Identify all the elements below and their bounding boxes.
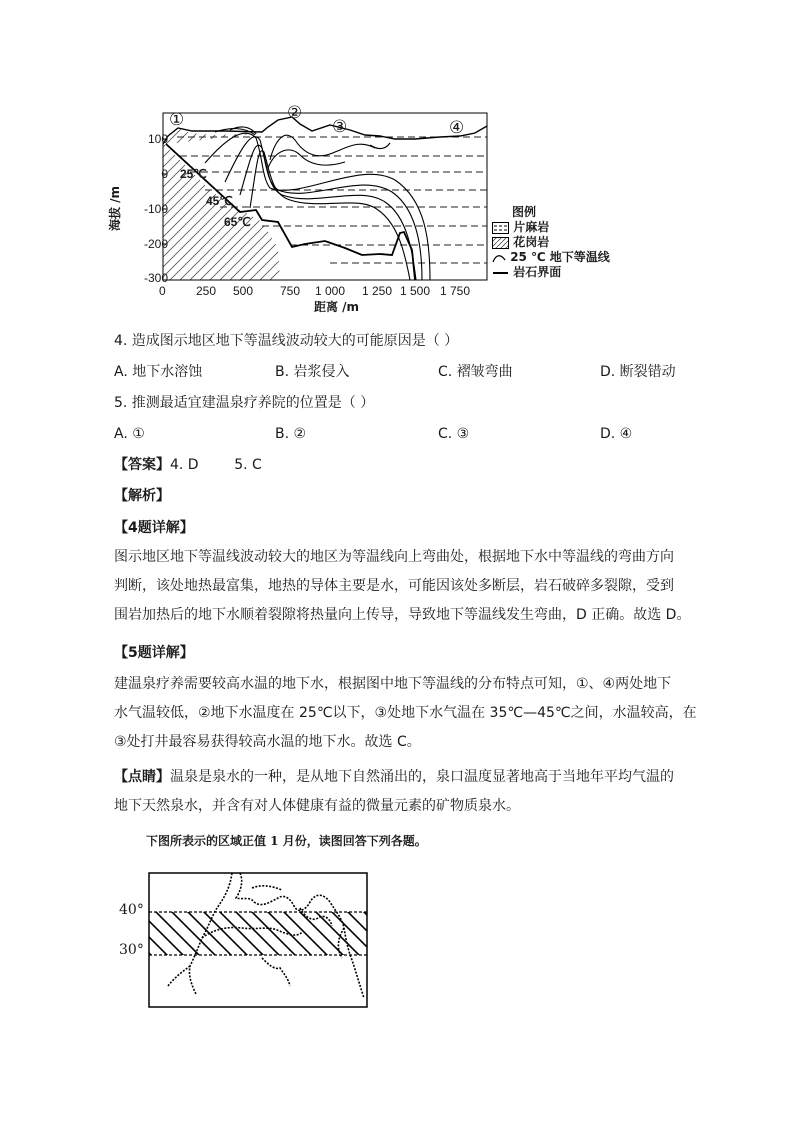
x-tick-label: 1 250 <box>362 284 393 298</box>
x-tick-label: 1 750 <box>440 284 471 298</box>
interface-swatch <box>492 267 509 279</box>
question-5-option-b: B. ② <box>275 426 307 442</box>
legend-item-granite <box>492 235 632 250</box>
latitude-label-30: 30° <box>119 942 144 958</box>
detail-5-tag: 【5题详解】 <box>114 645 194 661</box>
y-tick-label: -200 <box>143 237 168 251</box>
detail-5-body <box>114 670 697 757</box>
question-5-option-a: A. ① <box>114 426 145 442</box>
legend-title: 图例 <box>512 205 537 219</box>
detail-5-line: 建温泉疗养需要较高水温的地下水，根据图中地下等温线的分布特点可知，①、④两处地下 <box>114 676 672 692</box>
detail-4-line: 围岩加热后的地下水顺着裂隙将热量向上传导，导致地下等温线发生弯曲，D 正确。故选 D。 <box>114 607 691 623</box>
legend-label: 25 ℃ 地下等温线 <box>510 250 610 264</box>
figure-cross-section <box>110 100 640 315</box>
y-tick-label: -100 <box>143 202 168 216</box>
x-tick-label: 1 000 <box>315 284 346 298</box>
note-line-text: 温泉是泉水的一种，是从地下自然涌出的，泉口温度显著地高于当地年平均气温的 <box>170 769 674 785</box>
y-tick-label: 0 <box>161 167 168 181</box>
legend-item-interface <box>492 265 632 280</box>
gneiss-swatch <box>492 222 509 234</box>
answer-tag: 【答案】 <box>114 457 170 473</box>
detail-5-line: ③处打井最容易获得较高水温的地下水。故选 C。 <box>114 734 421 750</box>
x-tick-label: 500 <box>233 284 254 298</box>
isotherm-swatch <box>492 252 506 264</box>
isotherm-label-45: 45℃ <box>206 194 233 208</box>
detail-4-body <box>114 543 694 630</box>
detail-4-line: 图示地区地下等温线波动较大的地区为等温线向上弯曲处，根据地下水中等温线的弯曲方向 <box>114 549 674 565</box>
note-tag: 【点睛】 <box>114 769 170 785</box>
analysis-tag: 【解析】 <box>114 488 170 504</box>
answer-text: 4. D 5. C <box>170 457 262 473</box>
question-4-option-b: B. 岩浆侵入 <box>275 364 350 380</box>
figure-2-intro: 下图所表示的区域正值 1 月份，读图回答下列各题。 <box>146 834 427 848</box>
detail-4-tag: 【4题详解】 <box>114 520 194 536</box>
figure-map <box>112 868 372 1010</box>
legend-item-isotherm <box>492 250 632 265</box>
site-marker-3: ③ <box>332 117 348 137</box>
legend-label: 花岗岩 <box>513 235 550 249</box>
legend-label: 片麻岩 <box>513 220 550 234</box>
question-4-stem: 4. 造成图示地区地下等温线波动较大的可能原因是（ ） <box>114 333 459 349</box>
question-4-option-a: A. 地下水溶蚀 <box>114 364 203 380</box>
y-tick-label: 100 <box>147 132 168 146</box>
answer-line <box>114 455 262 475</box>
x-tick-label: 0 <box>159 284 166 298</box>
hatched-band <box>149 912 367 955</box>
x-tick-label: 750 <box>280 284 301 298</box>
isotherm-label-25: 25℃ <box>180 167 207 181</box>
question-4-option-d: D. 断裂错动 <box>600 364 676 380</box>
note-line: 地下天然泉水，并含有对人体健康有益的微量元素的矿物质泉水。 <box>114 798 520 814</box>
detail-4-line: 判断，该处地热最富集，地热的导体主要是水，可能因该处多断层，岩石破碎多裂隙，受到 <box>114 578 674 594</box>
y-axis-label: 海拔 /m <box>108 185 123 232</box>
isotherm-label-65: 65℃ <box>224 215 251 229</box>
legend <box>492 205 632 280</box>
question-5-stem: 5. 推测最适宜建温泉疗养院的位置是（ ） <box>114 395 375 411</box>
x-tick-label: 1 500 <box>400 284 431 298</box>
site-marker-1: ① <box>169 110 185 130</box>
latitude-label-40: 40° <box>119 902 144 918</box>
detail-5-line: 水气温较低，②地下水温度在 25℃以下，③处地下水气温在 35℃—45℃之间，水温较高，在 <box>114 705 697 721</box>
x-axis-label: 距离 /m <box>314 300 360 314</box>
question-4-option-c: C. 褶皱弯曲 <box>438 364 513 380</box>
site-marker-4: ④ <box>449 118 465 138</box>
note-line <box>114 763 694 792</box>
note-body <box>114 763 694 821</box>
terrain-surface <box>163 117 487 144</box>
x-tick-label: 250 <box>196 284 217 298</box>
y-tick-label: -300 <box>143 271 168 285</box>
site-marker-2: ② <box>287 103 303 123</box>
question-5-option-c: C. ③ <box>438 426 470 442</box>
legend-item-gneiss <box>492 220 632 235</box>
legend-label: 岩石界面 <box>513 265 562 279</box>
question-5-option-d: D. ④ <box>600 426 633 442</box>
granite-swatch <box>492 237 509 249</box>
